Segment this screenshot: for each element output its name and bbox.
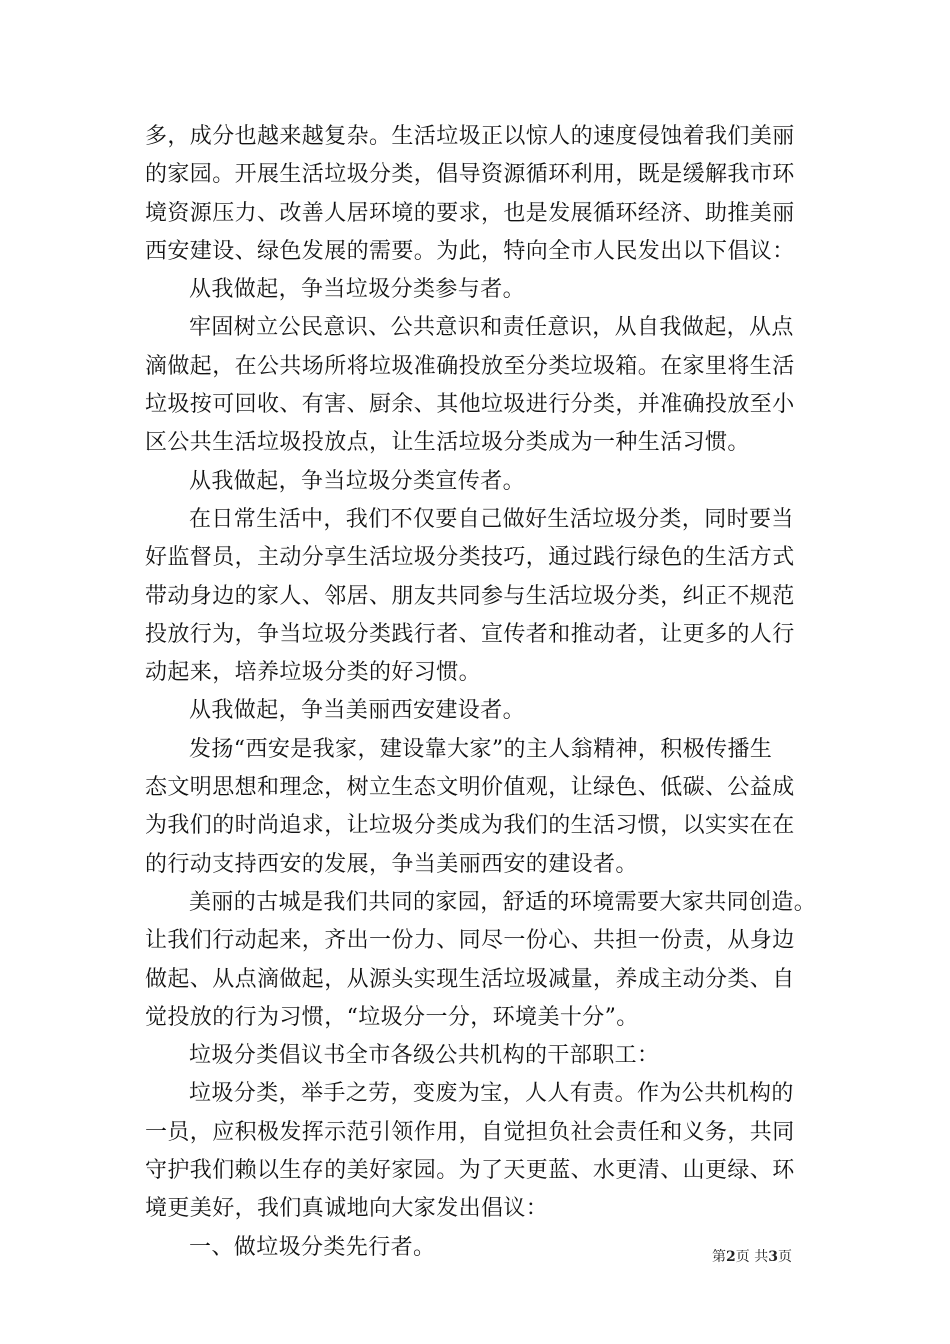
text-line: 境资源压力、改善人居环境的要求，也是发展循环经济、助推美丽 xyxy=(145,200,795,226)
text-line: 的行动支持西安的发展，争当美丽西安的建设者。 xyxy=(145,851,638,877)
text-line: 为我们的时尚追求，让垃圾分类成为我们的生活习惯，以实实在在 xyxy=(145,813,795,839)
text-line: 做起、从点滴做起，从源头实现生活垃圾减量，养成主动分类、自 xyxy=(145,966,795,992)
section-heading: 从我做起，争当美丽西安建设者。 xyxy=(189,698,526,724)
text-line: 发扬“西安是我家，建设靠大家”的主人翁精神，积极传播生 xyxy=(189,736,773,762)
current-page-number: 2 xyxy=(726,1249,736,1265)
text-line: 好监督员，主动分享生活垃圾分类技巧，通过践行绿色的生活方式 xyxy=(145,545,795,571)
text-line: 境更美好，我们真诚地向大家发出倡议： xyxy=(145,1196,549,1222)
text-line: 垃圾按可回收、有害、厨余、其他垃圾进行分类，并准确投放至小 xyxy=(145,392,795,418)
text-line: 牢固树立公民意识、公共意识和责任意识，从自我做起，从点 xyxy=(189,315,794,341)
total-page-number: 3 xyxy=(768,1249,778,1265)
text-line: 守护我们赖以生存的美好家园。为了天更蓝、水更清、山更绿、环 xyxy=(145,1158,795,1184)
footer-prefix: 第 xyxy=(712,1249,726,1265)
text-line: 美丽的古城是我们共同的家园，舒适的环境需要大家共同创造。 xyxy=(189,889,817,915)
text-line: 垃圾分类，举手之劳，变废为宝，人人有责。作为公共机构的 xyxy=(189,1081,794,1107)
text-line: 让我们行动起来，齐出一份力、同尽一份心、共担一份责，从身边 xyxy=(145,928,795,954)
text-line: 在日常生活中，我们不仅要自己做好生活垃圾分类，同时要当 xyxy=(189,506,794,532)
text-line: 多，成分也越来越复杂。生活垃圾正以惊人的速度侵蚀着我们美丽 xyxy=(145,124,795,149)
text-line: 投放行为，争当垃圾分类践行者、宣传者和推动者，让更多的人行 xyxy=(145,621,795,647)
text-line: 西安建设、绿色发展的需要。为此，特向全市人民发出以下倡议： xyxy=(145,238,795,264)
text-line: 动起来，培养垃圾分类的好习惯。 xyxy=(145,660,482,686)
page-number-footer xyxy=(712,1248,792,1266)
footer-suffix: 页 xyxy=(777,1249,792,1265)
text-line: 带动身边的家人、邻居、朋友共同参与生活垃圾分类，纠正不规范 xyxy=(145,583,795,609)
section-heading: 从我做起，争当垃圾分类参与者。 xyxy=(189,277,526,303)
section-heading: 从我做起，争当垃圾分类宣传者。 xyxy=(189,468,526,494)
letter-salutation: 垃圾分类倡议书全市各级公共机构的干部职工： xyxy=(189,1043,660,1069)
footer-middle: 页 共 xyxy=(735,1249,769,1265)
text-line: 一员，应积极发挥示范引领作用，自觉担负社会责任和义务，共同 xyxy=(145,1119,795,1145)
text-line: 区公共生活垃圾投放点，让生活垃圾分类成为一种生活习惯。 xyxy=(145,430,750,456)
text-line: 的家园。开展生活垃圾分类，倡导资源循环利用，既是缓解我市环 xyxy=(145,162,795,188)
text-line: 觉投放的行为习惯，“垃圾分一分，环境美十分”。 xyxy=(145,1004,639,1030)
text-line: 滴做起，在公共场所将垃圾准确投放至分类垃圾箱。在家里将生活 xyxy=(145,353,795,379)
text-line: 态文明思想和理念，树立生态文明价值观，让绿色、低碳、公益成 xyxy=(145,775,795,801)
document-body xyxy=(145,118,817,1267)
section-heading: 一、做垃圾分类先行者。 xyxy=(189,1234,436,1260)
